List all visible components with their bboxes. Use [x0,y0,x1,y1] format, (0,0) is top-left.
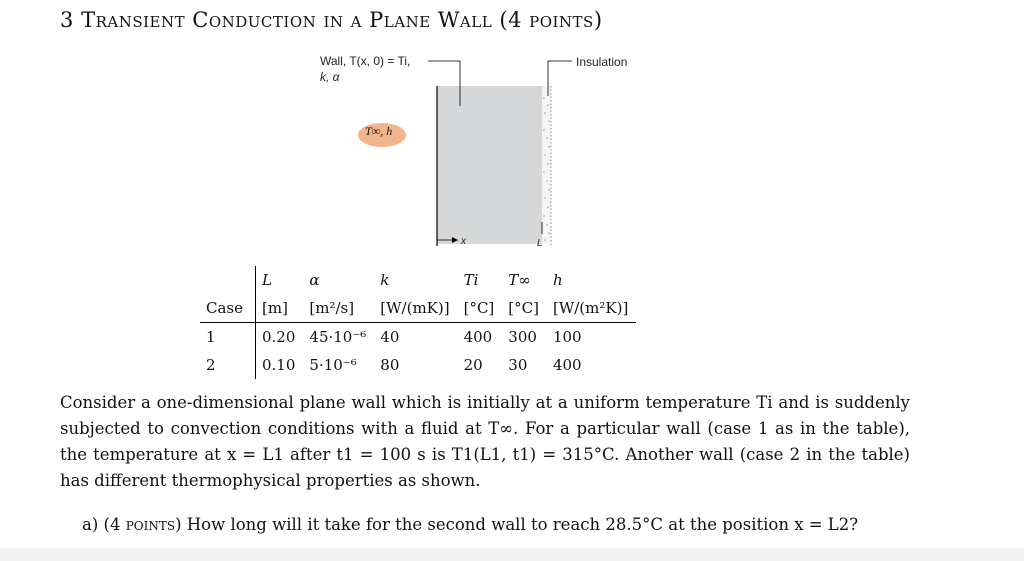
table-cell: 0.20 [262,328,296,346]
table-cell: 1 [200,323,256,352]
table-cell [200,266,256,294]
table-cell: 0.10 [262,356,296,374]
L-label: L [537,238,543,249]
question-label: a) [82,515,99,534]
section-points: (4 points) [499,8,603,32]
table-cell: 2 [200,351,256,379]
fluid-label: T∞, h [365,124,393,138]
table-cell: 80 [380,356,400,374]
question-points: (4 points) [103,515,182,534]
table-cell: T∞ [508,271,531,289]
table-cell: 400 [552,356,582,374]
table-cell: Case [200,294,256,323]
table-cell: L [262,271,272,289]
properties-table [200,266,636,379]
table-cell: 300 [508,328,537,346]
table-cell: h [552,271,563,289]
insulation-label: Insulation [576,55,628,69]
insulation-leader [548,61,572,96]
table-cell: [°C] [458,294,503,323]
problem-statement: Consider a one-dimensional plane wall which is initially at a uniform temperature Ti and is suddenly subjected to convection conditions with a fluid at T∞. For a particular wall (case 1 as in the table), the temperature at x = L1 after t1 = 100 s is T1(L1, t1) = 315°C. Another wall (case 2 in the table) has different thermophysical properties as shown. [60,393,910,490]
table-cell: 5·10⁻⁶ [309,356,357,374]
table-cell: α [309,271,320,289]
table-cell: [W/(m²K)] [547,294,636,323]
page-bottom-band [0,548,1024,561]
wall-label-line1: Wall, T(x, 0) = Ti, [320,54,411,68]
table-cell: 45·10⁻⁶ [309,328,367,346]
table-symbol-row [200,266,636,294]
table-cell: 400 [463,328,493,346]
wall-diagram-svg [300,50,660,255]
table-units-row [200,294,636,323]
table-cell: Ti [463,271,479,289]
table-cell: 30 [508,356,528,374]
table-cell: [m] [256,294,304,323]
table-cell: [°C] [502,294,547,323]
x-axis-label: x [461,236,466,247]
table-cell: 40 [380,328,400,346]
table-row [200,351,636,379]
wall-diagram [300,50,660,255]
table-cell: 20 [463,356,483,374]
section-number: 3 [60,8,74,32]
wall-label-line2: k, α [320,70,340,84]
table-cell: [W/(mK)] [374,294,457,323]
section-heading [60,8,603,32]
question-a [82,515,858,534]
table-cell: [m²/s] [303,294,374,323]
wall-body [437,86,542,244]
table-row [200,323,636,352]
section-title: Transient Conduction in a Plane Wall [81,8,493,32]
question-text: How long will it take for the second wall to reach 28.5°C at the position x = L2? [186,515,859,534]
table-cell: 100 [552,328,582,346]
table-cell: k [380,271,390,289]
insulation-strip [542,86,551,244]
